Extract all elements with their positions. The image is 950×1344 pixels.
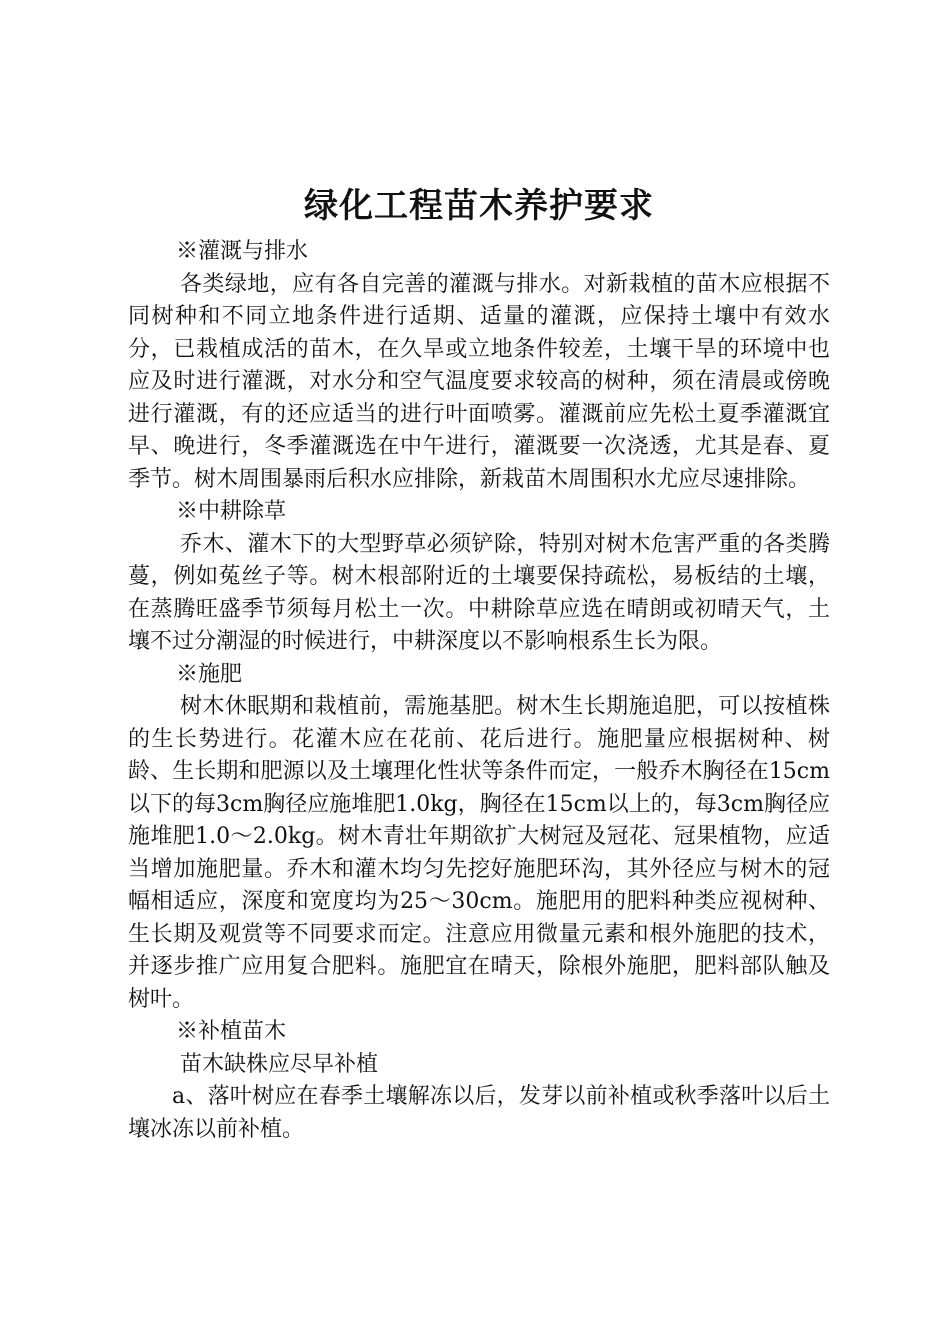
section-paragraph: 乔木、灌木下的大型野草必须铲除，特别对树木危害严重的各类腾蔓，例如菟丝子等。树木根部附近的土壤要保持疏松，易板结的土壤，在蒸腾旺盛季节须每月松土一次。中耕除草应选在晴朗或初晴天气，土壤不过分潮湿的时候进行，中耕深度以不影响根系生长为限。 (128, 531, 830, 654)
section-weeding (128, 496, 830, 659)
section-paragraph: 苗木缺株应尽早补植 (180, 1051, 379, 1077)
section-replanting (128, 1016, 830, 1146)
section-heading: ※中耕除草 (176, 499, 287, 524)
document-title: 绿化工程苗木养护要求 (304, 186, 654, 226)
section-irrigation (128, 236, 830, 496)
section-heading: ※灌溉与排水 (176, 239, 309, 264)
section-paragraph: 各类绿地，应有各自完善的灌溉与排水。对新栽植的苗木应根据不同树种和不同立地条件进行适期、适量的灌溉，应保持土壤中有效水分，已栽植成活的苗木，在久旱或立地条件较差，土壤干旱的环境中也应及时进行灌溉，对水分和空气温度要求较高的树种，须在清晨或傍晚进行灌溉，有的还应适当的进行叶面喷雾。灌溉前应先松土夏季灌溉宜早、晚进行，冬季灌溉选在中午进行，灌溉要一次浇透，尤其是春、夏季节。树木周围暴雨后积水应排除，新栽苗木周围积水尤应尽速排除。 (128, 271, 830, 492)
section-fertilizing (128, 659, 830, 1017)
section-paragraph: 树木休眠期和栽植前，需施基肥。树木生长期施追肥，可以按植株的生长势进行。花灌木应在花前、花后进行。施肥量应根据树种、树龄、生长期和肥源以及土壤理化性状等条件而定，一般乔木胸径在15cm以下的每3cm胸径应施堆肥1.0kg，胸径在15cm以上的，每3cm胸径应施堆肥1.0～2.0kg。树木青壮年期欲扩大树冠及冠花、冠果植物，应适当增加施肥量。乔木和灌木均匀先挖好施肥环沟，其外径应与树木的冠幅相适应，深度和宽度均为25～30cm。施肥用的肥料种类应视树种、生长期及观赏等不同要求而定。注意应用微量元素和根外施肥的技术，并逐步推广应用复合肥料。施肥宜在晴天，除根外施肥，肥料部队触及树叶。 (128, 694, 830, 1012)
document-page (128, 180, 830, 1146)
section-paragraph: a、落叶树应在春季土壤解冻以后，发芽以前补植或秋季落叶以后土壤冰冻以前补植。 (128, 1084, 830, 1142)
section-heading: ※施肥 (176, 661, 243, 687)
section-heading: ※补植苗木 (176, 1019, 287, 1044)
